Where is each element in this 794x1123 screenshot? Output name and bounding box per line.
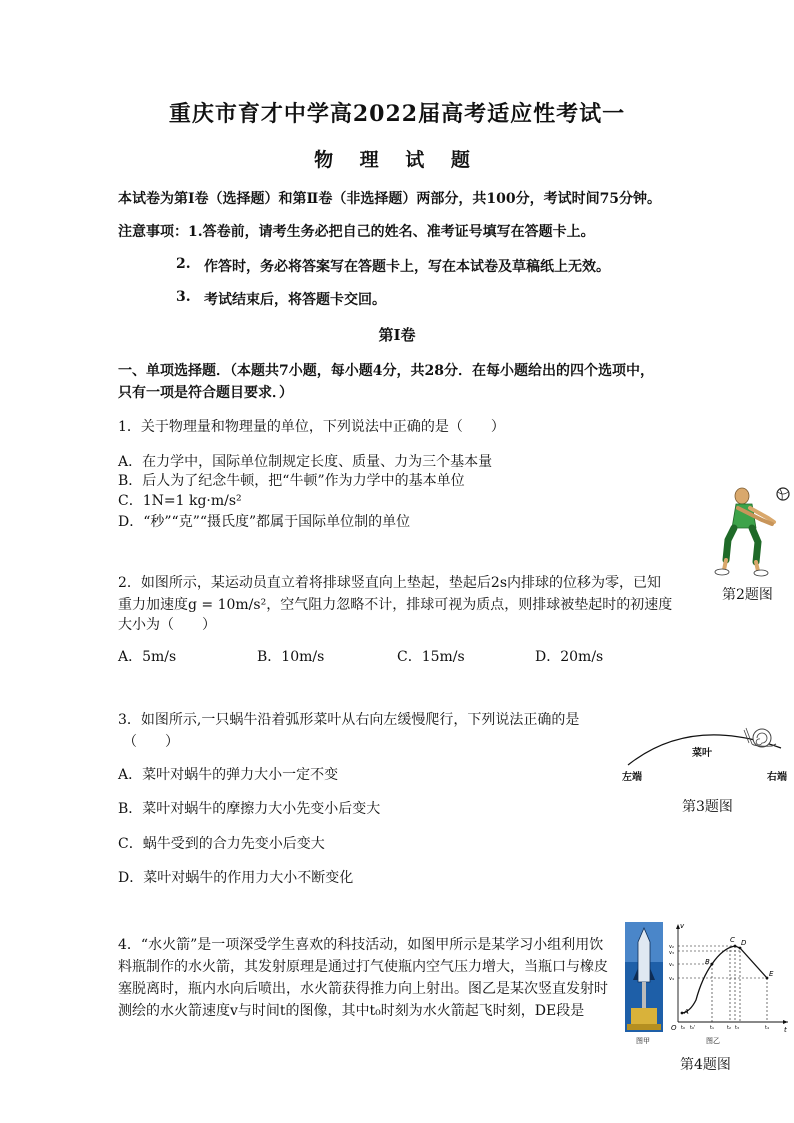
tick-v4: v₄ <box>669 976 674 982</box>
fig-yi-label: 图乙 <box>706 1037 720 1045</box>
fig-jia-label: 图甲 <box>636 1037 650 1045</box>
point-c-label: C <box>730 936 735 944</box>
notice-item-3-number: 3. <box>176 289 191 305</box>
q3-figure-caption: 第3题图 <box>682 799 733 815</box>
exam-title: 重庆市育才中学高2022届高考适应性考试一 <box>168 101 626 127</box>
velocity-curve <box>682 946 767 1013</box>
q3-option-c: C．蜗牛受到的合力先变小后变大 <box>118 836 325 852</box>
tick-v1: v₁ <box>669 962 674 968</box>
origin-label: O <box>671 1024 677 1032</box>
notice-item-3: 考试结束后，将答题卡交回。 <box>204 292 386 308</box>
q2-option-b: B．10m/s <box>257 649 325 665</box>
q4-stem-line4: 测绘的水火箭速度v与时间t的图像，其中t₀时刻为水火箭起飞时刻，DE段是 <box>118 1003 585 1019</box>
q2-option-c: C．15m/s <box>397 649 465 665</box>
q3-stem-line1: 3．如图所示,一只蜗牛沿着弧形菜叶从右向左缓慢爬行，下列说法正确的是 <box>118 712 580 728</box>
point-d-label: D <box>741 939 747 947</box>
q2-stem-line2: 重力加速度g = 10m/s²，空气阻力忽略不计，排球可视为质点，则排球被垫起时的初速度 <box>118 597 673 613</box>
tick-t0: t₀ <box>681 1025 685 1031</box>
point-a-label: A <box>684 1008 689 1016</box>
q4-stem-line3: 塞脱离时，瓶内水向后喷出，水火箭获得推力向上射出。图乙是某次竖直发射时 <box>118 981 608 997</box>
tick-v3: v₃ <box>669 950 674 956</box>
velocity-time-graph <box>668 918 792 1038</box>
section-heading-line1: 一、单项选择题．（本题共7小题，每小题4分，共28分．在每小题给出的四个选项中， <box>118 363 654 379</box>
q2-stem-line1: 2．如图所示，某运动员直立着将排球竖直向上垫起，垫起后2s内排球的位移为零，已知 <box>118 575 661 591</box>
tick-t0-prime: t₀' <box>690 1025 696 1031</box>
q4-stem-line2: 料瓶制作的水火箭，其发射原理是通过打气使瓶内空气压力增大，当瓶口与橡皮 <box>118 959 608 975</box>
point-b-label: B <box>705 958 710 966</box>
q3-stem-line2: （ ） <box>123 734 179 750</box>
q1-stem: 1．关于物理量和物理量的单位，下列说法中正确的是（ ） <box>118 419 505 435</box>
volleyball-player-figure <box>712 482 794 578</box>
tick-v2: v₂ <box>669 944 674 950</box>
volume-heading: 第Ⅰ卷 <box>378 326 416 344</box>
q1-option-a: A．在力学中，国际单位制规定长度、质量、力为三个基本量 <box>118 454 493 470</box>
notice-item-1: 注意事项：1.答卷前，请考生务必把自己的姓名、准考证号填写在答题卡上。 <box>118 224 595 240</box>
section-heading-line2: 只有一项是符合题目要求．） <box>118 385 293 401</box>
tick-t2: t₂ <box>727 1025 731 1031</box>
q2-option-a: A．5m/s <box>118 649 177 665</box>
q3-option-b: B．菜叶对蜗牛的摩擦力大小先变小后变大 <box>118 801 381 817</box>
q3-option-d: D．菜叶对蜗牛的作用力大小不断变化 <box>118 870 354 886</box>
q1-option-c: C．1N=1 kg·m/s² <box>118 493 242 509</box>
axis-v-label: v <box>680 922 685 930</box>
q1-option-b: B．后人为了纪念牛顿，把“牛顿”作为力学中的基本单位 <box>118 473 465 489</box>
axis-t-label: t <box>784 1026 787 1034</box>
leaf-label: 菜叶 <box>692 748 712 759</box>
water-rocket-photo <box>625 922 663 1032</box>
launch-base <box>631 1008 657 1026</box>
left-end-label: 左端 <box>622 772 642 783</box>
notice-item-2-number: 2. <box>176 256 191 272</box>
q2-figure-caption: 第2题图 <box>722 587 773 603</box>
q4-figure-caption: 第4题图 <box>680 1057 731 1073</box>
q1-option-d: D．“秒”“克”“摄氏度”都属于国际单位制的单位 <box>118 514 411 530</box>
q2-option-d: D．20m/s <box>535 649 604 665</box>
subject-title: 物 理 试 题 <box>314 149 480 171</box>
notice-item-2: 作答时，务必将答案写在答题卡上，写在本试卷及草稿纸上无效。 <box>204 259 610 275</box>
tick-t4: t₄ <box>765 1025 769 1031</box>
tick-t1: t₁ <box>710 1025 714 1031</box>
q4-stem-line1: 4．“水火箭”是一项深受学生喜欢的科技活动，如图甲所示是某学习小组利用饮 <box>118 937 604 953</box>
point-e-label: E <box>769 970 774 978</box>
tick-t3: t₃ <box>735 1025 739 1031</box>
exam-description: 本试卷为第Ⅰ卷（选择题）和第Ⅱ卷（非选择题）两部分，共100分，考试时间75分钟。 <box>118 191 662 207</box>
q2-stem-line3: 大小为（ ） <box>118 617 216 633</box>
right-end-label: 右端 <box>767 772 787 783</box>
q3-option-a: A．菜叶对蜗牛的弹力大小一定不变 <box>118 767 339 783</box>
